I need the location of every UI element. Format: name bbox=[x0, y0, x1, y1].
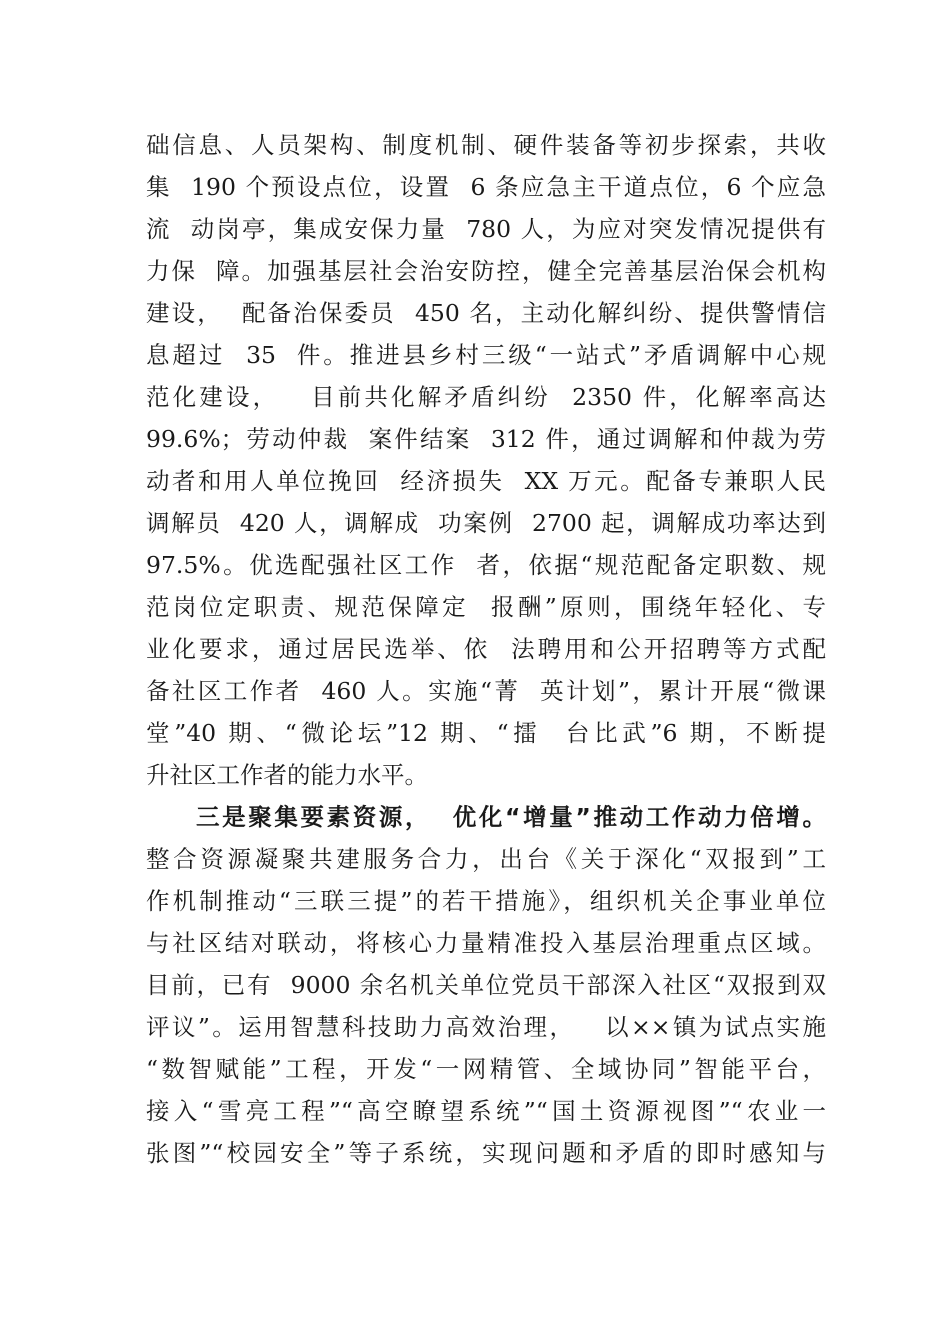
text-line: 接入“雪亮工程”“高空瞭望系统”“国土资源视图”“农业一 bbox=[146, 1097, 826, 1125]
text-line: 97.5%。优选配强社区工作 者，依据“规范配备定职数、规 bbox=[146, 551, 826, 579]
paragraph-1 bbox=[146, 124, 826, 796]
text-line: “数智赋能”工程，开发“一网精管、全域协同”智能平台， bbox=[146, 1055, 826, 1083]
text-line: 张图”“校园安全”等子系统，实现问题和矛盾的即时感知与 bbox=[146, 1139, 826, 1167]
text-line: 范岗位定职责、规范保障定 报酬”原则，围绕年轻化、专 bbox=[146, 593, 826, 621]
text-line: 范化建设， 目前共化解矛盾纠纷 2350 件，化解率高达 bbox=[146, 383, 826, 411]
text-line: 升社区工作者的能力水平。 bbox=[146, 761, 428, 789]
text-line: 备社区工作者 460 人。实施“菁 英计划”，累计开展“微课 bbox=[146, 677, 826, 705]
text-line: 流 动岗亭，集成安保力量 780 人，为应对突发情况提供有 bbox=[146, 215, 826, 243]
body-text bbox=[146, 124, 826, 1174]
paragraph-2 bbox=[146, 838, 826, 1174]
section-heading: 三是聚集要素资源， 优化“增量”推动工作动力倍增。 bbox=[196, 803, 826, 831]
text-line: 目前，已有 9000 余名机关单位党员干部深入社区“双报到双 bbox=[146, 971, 826, 999]
text-line: 础信息、人员架构、制度机制、硬件装备等初步探索，共收 bbox=[146, 131, 826, 159]
text-line: 作机制推动“三联三提”的若干措施》，组织机关企事业单位 bbox=[146, 887, 826, 915]
text-line: 整合资源凝聚共建服务合力，出台《关于深化“双报到”工 bbox=[146, 845, 826, 873]
text-line: 与社区结对联动，将核心力量精准投入基层治理重点区域。 bbox=[146, 929, 826, 957]
text-line: 99.6%；劳动仲裁 案件结案 312 件，通过调解和仲裁为劳 bbox=[146, 425, 826, 453]
text-line: 业化要求，通过居民选举、依 法聘用和公开招聘等方式配 bbox=[146, 635, 826, 663]
text-line: 集 190 个预设点位，设置 6 条应急主干道点位，6 个应急 bbox=[146, 173, 826, 201]
text-line: 力保 障。加强基层社会治安防控，健全完善基层治保会机构 bbox=[146, 257, 826, 285]
text-line: 建设， 配备治保委员 450 名，主动化解纠纷、提供警情信 bbox=[146, 299, 826, 327]
text-line: 堂”40 期、“微论坛”12 期、“擂 台比武”6 期，不断提 bbox=[146, 719, 826, 747]
text-line: 息超过 35 件。推进县乡村三级“一站式”矛盾调解中心规 bbox=[146, 341, 826, 369]
text-line: 调解员 420 人，调解成 功案例 2700 起，调解成功率达到 bbox=[146, 509, 826, 537]
text-line: 评议”。运用智慧科技助力高效治理， 以××镇为试点实施 bbox=[146, 1013, 826, 1041]
text-line: 动者和用人单位挽回 经济损失 XX 万元。配备专兼职人民 bbox=[146, 467, 826, 495]
